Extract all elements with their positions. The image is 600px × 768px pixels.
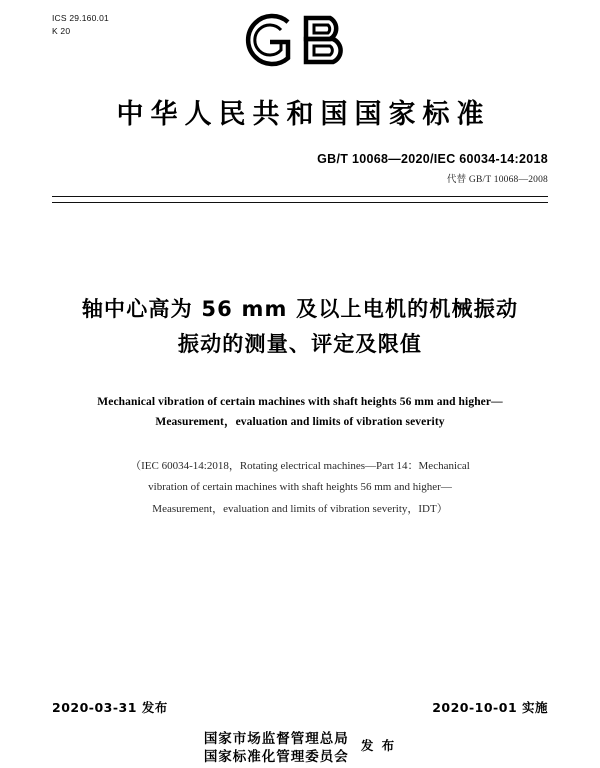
- english-title: [44, 392, 556, 432]
- replaces-note: 代替 GB/T 10068—2008: [446, 175, 548, 185]
- iec-note-line-2: vibration of certain machines with shaft heights 56 mm and higher—: [148, 481, 452, 494]
- chinese-title-line-2: 振动的测量、评定及限值: [177, 331, 423, 356]
- divider-top: [52, 196, 548, 197]
- publisher-names: [204, 730, 349, 766]
- ics-classification: K 20: [52, 26, 71, 37]
- standard-number-block: [317, 152, 548, 185]
- page-title: 中华人民共和国国家标准: [116, 99, 491, 130]
- iec-note-line-1: （IEC 60034-14:2018，Rotating electrical machines—Part 14：Mechanical: [130, 460, 470, 472]
- ics-code: ICS 29.160.01: [52, 13, 109, 23]
- chinese-title: [40, 292, 560, 361]
- standard-number: GB/T 10068—2020/IEC 60034-14:2018: [317, 152, 548, 166]
- publisher-issue-label: 发 布: [360, 738, 397, 753]
- divider-bottom: [52, 202, 548, 203]
- chinese-title-line-1: 轴中心高为 56 mm 及以上电机的机械振动: [81, 297, 519, 321]
- publisher-block: [0, 730, 600, 766]
- english-title-line-2: Measurement，evaluation and limits of vibration severity: [155, 416, 445, 429]
- issue-date: 2020-03-31 发布: [52, 700, 168, 715]
- iec-equivalence-note: [62, 456, 538, 520]
- gb-emblem-icon: [0, 8, 600, 75]
- implementation-date: 2020-10-01 实施: [432, 700, 548, 715]
- publisher-line-1: 国家市场监督管理总局: [203, 731, 349, 747]
- publisher-line-2: 国家标准化管理委员会: [203, 749, 349, 766]
- date-row: [52, 698, 548, 716]
- iec-note-line-3: Measurement，evaluation and limits of vibration severity，IDT）: [152, 502, 448, 515]
- english-title-line-1: Mechanical vibration of certain machines with shaft heights 56 mm and higher—: [97, 396, 503, 408]
